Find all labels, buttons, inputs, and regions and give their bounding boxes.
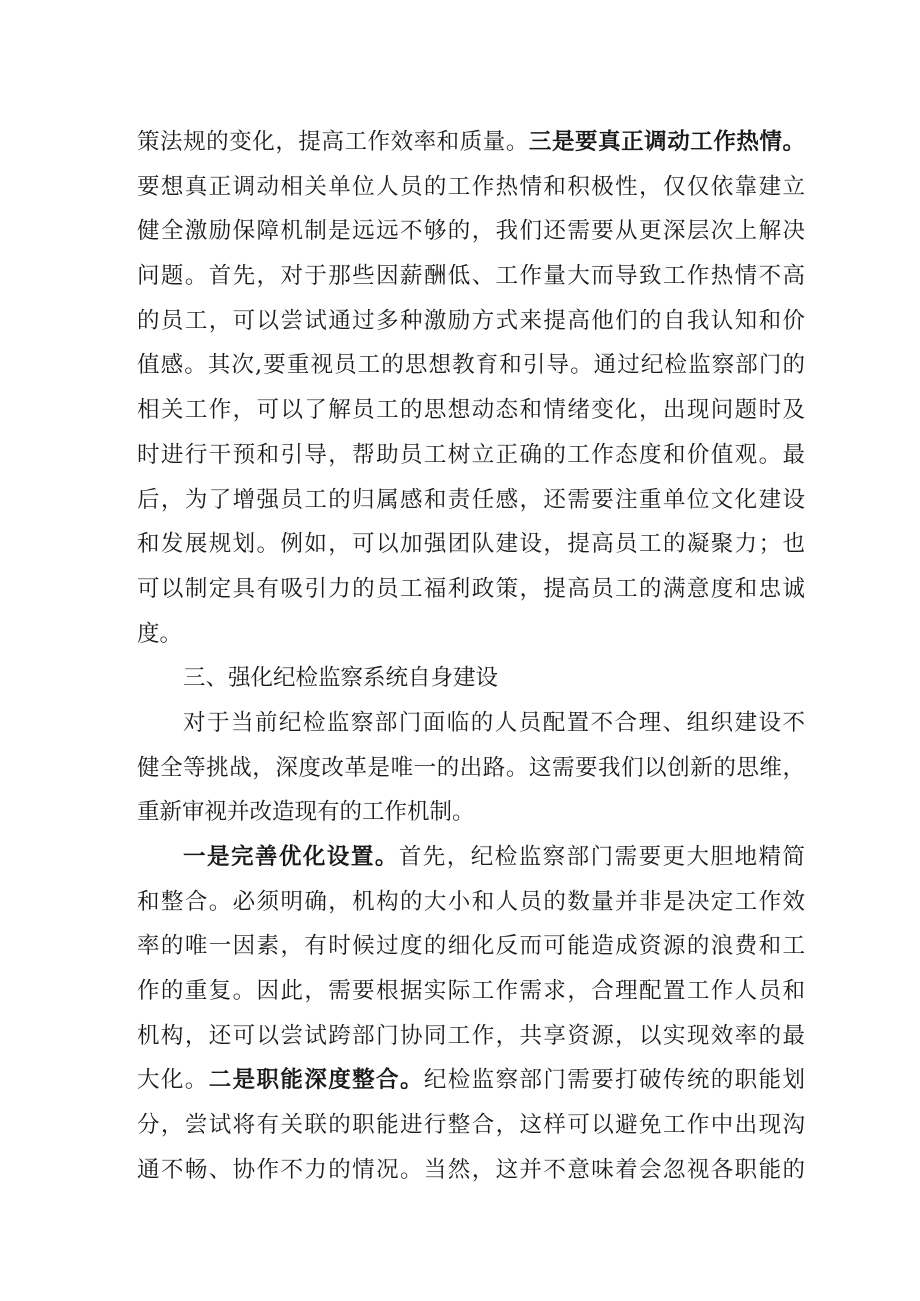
paragraph-line: 健全等挑战，深度改革是唯一的出路。这需要我们以创新的思维， [137,754,805,781]
paragraph-line: 可以制定具有吸引力的员工福利政策，提高员工的满意度和忠诚 [137,575,805,602]
paragraph-line: 分，尝试将有关联的职能进行整合，这样可以避免工作中出现沟 [137,1112,805,1139]
paragraph-line [137,1058,805,1103]
paragraph-line: 重新审视并改造现有的工作机制。 [137,799,475,826]
paragraph-line: 问题。首先，对于那些因薪酬低、工作量大而导致工作热情不高 [137,263,805,290]
paragraph-line: 要想真正调动相关单位人员的工作热情和积极性，仅仅依靠建立 [137,173,805,200]
bold-heading-run: 二是职能深度整合。 [208,1067,424,1094]
paragraph-line: 对于当前纪检监察部门面临的人员配置不合理、组织建设不 [183,709,805,736]
text-run: 首先，纪检监察部门需要更大胆地精简 [398,844,805,870]
section-heading: 三、强化纪检监察系统自身建设 [183,665,499,692]
bold-heading-run: 三是要真正调动工作热情。 [528,129,805,155]
paragraph-line: 机构，还可以尝试跨部门协同工作，共享资源，以实现效率的最 [137,1022,805,1049]
paragraph-line: 作的重复。因此，需要根据实际工作需求，合理配置工作人员和 [137,978,805,1005]
paragraph-line: 值感。其次,要重视员工的思想教育和引导。通过纪检监察部门的 [137,352,805,379]
paragraph-line [137,120,805,165]
paragraph-line: 率的唯一因素，有时候过度的细化反而可能造成资源的浪费和工 [137,933,805,960]
document-body [137,120,805,1193]
text-run: 策法规的变化，提高工作效率和质量。 [137,129,529,155]
text-run: 大化。 [137,1067,209,1094]
text-run: 纪检监察部门需要打破传统的职能划 [423,1067,805,1094]
paragraph-line: 时进行干预和引导，帮助员工树立正确的工作态度和价值观。最 [137,441,805,468]
paragraph-line: 和发展规划。例如，可以加强团队建设，提高员工的凝聚力；也 [137,531,805,558]
paragraph-line [137,835,805,880]
paragraph-line: 通不畅、协作不力的情况。当然，这并不意味着会忽视各职能的 [137,1156,805,1183]
paragraph-line: 度。 [137,620,183,647]
paragraph-line: 健全激励保障机制是远远不够的，我们还需要从更深层次上解决 [137,218,805,245]
paragraph-line: 后，为了增强员工的归属感和责任感，还需要注重单位文化建设 [137,486,805,513]
paragraph-line: 相关工作，可以了解员工的思想动态和情绪变化，出现问题时及 [137,397,805,424]
paragraph-line: 的员工，可以尝试通过多种激励方式来提高他们的自我认知和价 [137,307,805,334]
paragraph-line: 和整合。必须明确，机构的大小和人员的数量并非是决定工作效 [137,888,805,915]
bold-heading-run: 一是完善优化设置。 [183,844,399,870]
